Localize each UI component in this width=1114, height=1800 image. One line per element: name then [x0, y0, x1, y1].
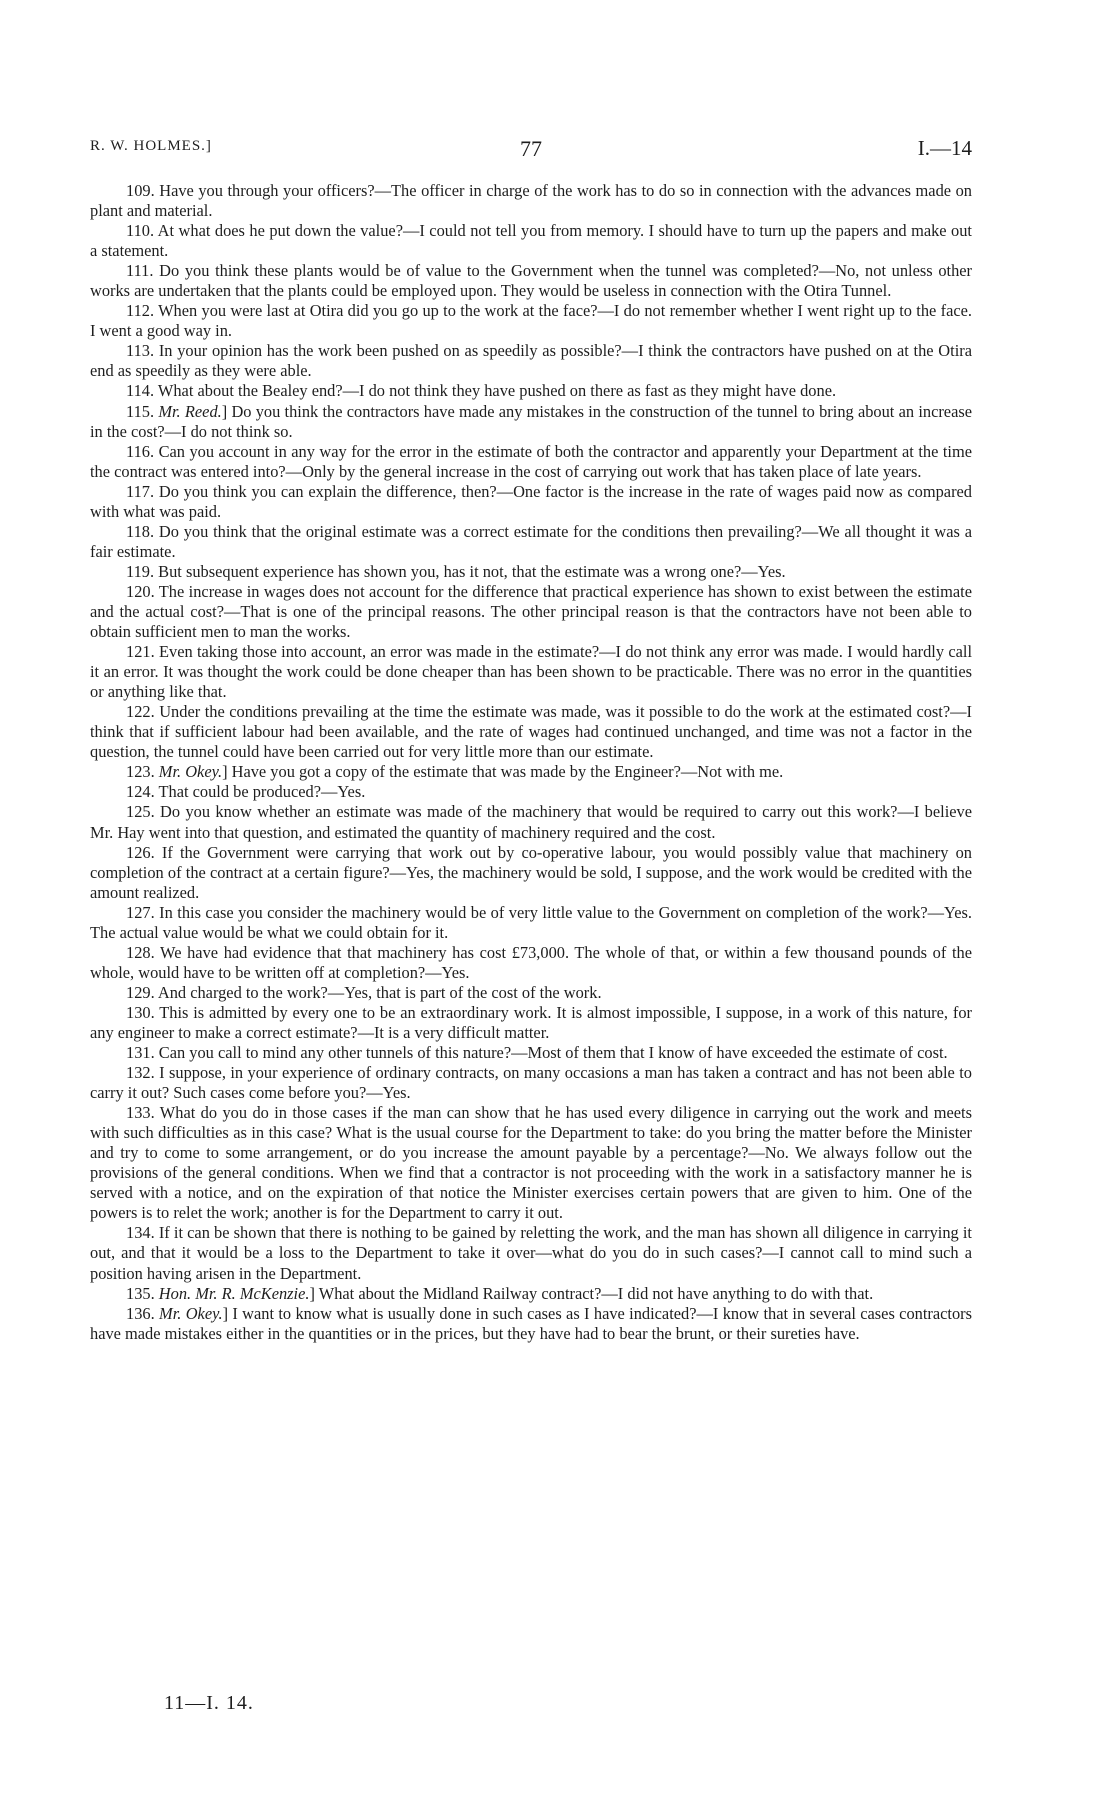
- question-number: 130.: [126, 1002, 155, 1022]
- question-and-answer-text: We have had evidence that that machinery has cost £73,000. The whole of that, or within a few thousand pounds of the whole, would have to be written off at completion?—Yes.: [90, 942, 972, 982]
- question-and-answer-text: The increase in wages does not account for the difference that practical experience has shown to exist between the estimate and the actual cost?—That is one of the principal reasons. The other principal reason is that the contractors have not been able to obtain sufficient men to man the works.: [90, 581, 972, 642]
- question-number: 125.: [126, 802, 155, 822]
- evidence-paragraph: [90, 402, 972, 442]
- question-number: 121.: [126, 642, 155, 662]
- evidence-paragraph: [90, 642, 972, 702]
- question-number: 118.: [126, 521, 155, 541]
- question-number: 133.: [126, 1103, 155, 1123]
- question-number: 120.: [126, 581, 155, 601]
- question-number: 124.: [126, 782, 155, 802]
- evidence-paragraph: [90, 381, 972, 401]
- question-number: 119.: [126, 561, 155, 581]
- evidence-body: [90, 181, 972, 1344]
- question-and-answer-text: If the Government were carrying that work out by co-operative labour, you would possibly value that machinery on completion of the contract at a certain figure?—Yes, the machinery would be sold, I suppose, and the work would be credited with the amount realized.: [90, 842, 972, 902]
- evidence-paragraph: [90, 802, 972, 842]
- evidence-paragraph: [90, 301, 972, 341]
- question-and-answer-text: Do you know whether an estimate was made of the machinery that would be required to carry out this work?—I believe Mr. Hay went into that question, and estimated the quantity of machinery required and the cost.: [90, 802, 972, 842]
- question-and-answer-text: And charged to the work?—Yes, that is part of the cost of the work.: [154, 982, 602, 1002]
- evidence-paragraph: [90, 181, 972, 221]
- question-number: 127.: [126, 902, 155, 922]
- question-number: 112.: [126, 301, 155, 321]
- question-number: 134.: [126, 1223, 155, 1243]
- question-number: 135.: [126, 1283, 155, 1303]
- question-number: 109.: [126, 181, 155, 200]
- question-and-answer-text: ] Do you think the contractors have made any mistakes in the construction of the tunnel to bring about an increase in the cost?—I do not think so.: [90, 401, 973, 441]
- evidence-paragraph: [90, 482, 972, 522]
- witness-name: R. W. HOLMES.]: [90, 138, 212, 154]
- evidence-paragraph: [90, 582, 972, 642]
- question-and-answer-text: ] What about the Midland Railway contract?—I did not have anything to do with that.: [309, 1283, 874, 1303]
- question-number: 116.: [126, 441, 155, 461]
- question-and-answer-text: Even taking those into account, an error was made in the estimate?—I do not think any error was made. I would hardly call it an error. It was thought the work could be done cheaper than has been shown to be practicable. There was no error in the quantities or anything like that.: [90, 642, 972, 702]
- question-number: 132.: [126, 1063, 155, 1083]
- question-and-answer-text: But subsequent experience has shown you, has it not, that the estimate was a wrong one?—Yes.: [154, 561, 786, 581]
- question-number: 122.: [126, 702, 155, 722]
- evidence-paragraph: [90, 442, 972, 482]
- page-header: [90, 136, 972, 166]
- question-and-answer-text: Under the conditions prevailing at the time the estimate was made, was it possible to do the work at the estimated cost?—I think that if sufficient labour had been available, and the rate of wages had continued unchanged, and time was not a factor in the question, the tunnel could have been carried out for very little more than our estimate.: [90, 702, 972, 762]
- question-number: 136.: [126, 1303, 155, 1323]
- evidence-paragraph: [90, 1223, 972, 1283]
- evidence-paragraph: [90, 702, 972, 762]
- question-and-answer-text: Can you call to mind any other tunnels of this nature?—Most of them that I know of have exceeded the estimate of cost.: [154, 1043, 948, 1063]
- question-number: 128.: [126, 942, 155, 962]
- paper-reference: I.—14: [917, 136, 972, 160]
- question-number: 117.: [126, 481, 155, 501]
- question-and-answer-text: That could be produced?—Yes.: [154, 782, 366, 802]
- evidence-paragraph: [90, 221, 972, 261]
- question-number: 126.: [126, 842, 155, 862]
- question-and-answer-text: This is admitted by every one to be an extraordinary work. It is almost impossible, I suppose, in a work of this nature, for any engineer to make a correct estimate?—It is a very difficult matter.: [90, 1002, 972, 1042]
- question-and-answer-text: In your opinion has the work been pushed on as speedily as possible?—I think the contractors have pushed on at the Otira end as speedily as they were able.: [90, 341, 972, 381]
- evidence-paragraph: [90, 1103, 972, 1223]
- evidence-paragraph: [90, 341, 972, 381]
- evidence-paragraph: [90, 1063, 972, 1103]
- question-number: 123.: [126, 762, 155, 782]
- evidence-paragraph: [90, 943, 972, 983]
- question-and-answer-text: When you were last at Otira did you go up to the work at the face?—I do not remember whether I went right up to the face. I went a good way in.: [90, 301, 972, 341]
- question-number: 129.: [126, 982, 155, 1002]
- evidence-paragraph: [90, 782, 972, 802]
- speaker-name: Mr. Reed.: [158, 401, 222, 421]
- evidence-paragraph: [90, 1304, 972, 1344]
- question-number: 113.: [126, 341, 155, 361]
- evidence-paragraph: [90, 1284, 972, 1304]
- question-and-answer-text: Can you account in any way for the error in the estimate of both the contractor and apparently your Department at the time the contract was entered into?—Only by the general increase in the cost of carrying out work that has taken place of late years.: [90, 441, 972, 481]
- question-and-answer-text: Have you through your officers?—The officer in charge of the work has to do so in connection with the advances made on plant and material.: [90, 181, 972, 221]
- page-number: 77: [520, 136, 542, 161]
- question-and-answer-text: What do you do in those cases if the man can show that he has used every diligence in carrying out the work and meets with such difficulties as in this case? What is the usual course for the Department to take: do you bring the matter before the Minister and try to come to some arrangement, or do you increase the amount payable by a percentage?—No. We always follow out the provisions of the general conditions. When we find that a contractor is not proceeding with the work in a satisfactory manner he is served with a notice, and on the expiration of that notice the Minister exercises certain powers that are given to him. One of the powers is to relet the work; another is for the Department to carry it out.: [90, 1103, 972, 1223]
- signature-mark: 11—I. 14.: [164, 1692, 254, 1714]
- question-and-answer-text: Do you think you can explain the difference, then?—One factor is the increase in the rate of wages paid now as compared with what was paid.: [90, 481, 972, 521]
- question-and-answer-text: Do you think that the original estimate was a correct estimate for the conditions then prevailing?—We all thought it was a fair estimate.: [90, 521, 972, 561]
- evidence-paragraph: [90, 903, 972, 943]
- evidence-paragraph: [90, 562, 972, 582]
- question-and-answer-text: At what does he put down the value?—I could not tell you from memory. I should have to turn up the papers and make out a statement.: [90, 221, 972, 261]
- question-and-answer-text: Do you think these plants would be of value to the Government when the tunnel was completed?—No, not unless other works are undertaken that the plants could be employed upon. They would be useless in connection with the Otira Tunnel.: [90, 261, 972, 301]
- speaker-name: Hon. Mr. R. McKenzie.: [158, 1283, 310, 1303]
- evidence-paragraph: [90, 261, 972, 301]
- question-and-answer-text: ] Have you got a copy of the estimate that was made by the Engineer?—Not with me.: [222, 762, 784, 782]
- speaker-name: Mr. Okey.: [159, 1303, 223, 1323]
- question-and-answer-text: ] I want to know what is usually done in such cases as I have indicated?—I know that in several cases contractors have made mistakes either in the quantities or in the prices, but they have had to bear the brunt, or their sureties have.: [90, 1303, 972, 1343]
- evidence-paragraph: [90, 843, 972, 903]
- question-number: 131.: [126, 1043, 155, 1063]
- question-number: 115.: [126, 401, 155, 421]
- speaker-name: Mr. Okey.: [158, 762, 223, 782]
- question-and-answer-text: I suppose, in your experience of ordinary contracts, on many occasions a man has taken a contract and has not been able to carry it out? Such cases come before you?—Yes.: [90, 1063, 972, 1103]
- evidence-paragraph: [90, 983, 972, 1003]
- question-and-answer-text: What about the Bealey end?—I do not think they have pushed on there as fast as they might have done.: [154, 381, 837, 401]
- question-number: 110.: [126, 221, 155, 241]
- question-number: 111.: [126, 261, 154, 281]
- question-and-answer-text: In this case you consider the machinery would be of very little value to the Government on completion of the work?—Yes. The actual value would be what we could obtain for it.: [90, 902, 972, 942]
- question-number: 114.: [126, 381, 155, 401]
- evidence-paragraph: [90, 1043, 972, 1063]
- evidence-paragraph: [90, 522, 972, 562]
- evidence-paragraph: [90, 1003, 972, 1043]
- question-and-answer-text: If it can be shown that there is nothing to be gained by reletting the work, and the man has shown all diligence in carrying it out, and that it would be a loss to the Department to take it over—what do you do in such cases?—I cannot call to mind such a position having arisen in the Department.: [90, 1223, 972, 1283]
- evidence-paragraph: [90, 762, 972, 782]
